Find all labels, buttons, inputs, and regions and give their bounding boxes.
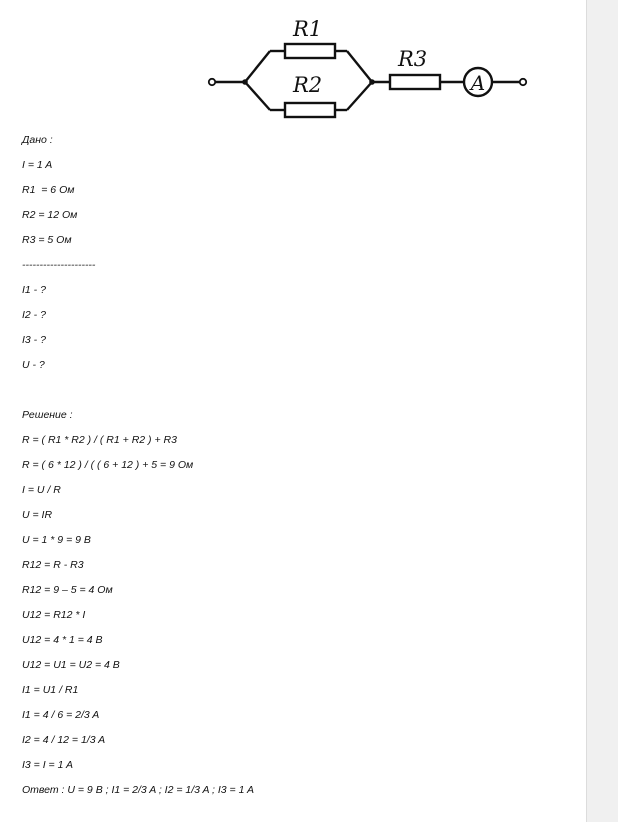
given-line: R1 = 6 Ом <box>22 184 75 196</box>
find-line: I1 - ? <box>22 284 46 296</box>
separator: --------------------- <box>22 259 96 271</box>
solution-line: R12 = R - R3 <box>22 559 84 571</box>
solution-line: U12 = 4 * 1 = 4 B <box>22 634 103 646</box>
left-terminal <box>209 79 215 85</box>
solution-line: I3 = I = 1 A <box>22 759 73 771</box>
find-line: I2 - ? <box>22 309 46 321</box>
find-line: U - ? <box>22 359 45 371</box>
solution-line: I = U / R <box>22 484 61 496</box>
given-heading: Дано : <box>22 134 53 146</box>
solution-line: U = 1 * 9 = 9 B <box>22 534 91 546</box>
solution-line: R = ( 6 * 12 ) / ( ( 6 + 12 ) + 5 = 9 Ом <box>22 459 194 471</box>
blank-line <box>22 383 254 408</box>
solution-line: R12 = 9 – 5 = 4 Ом <box>22 584 113 596</box>
resistor-r1 <box>285 44 335 58</box>
solution-line: I2 = 4 / 12 = 1/3 A <box>22 734 106 746</box>
solution-line: R = ( R1 * R2 ) / ( R1 + R2 ) + R3 <box>22 434 177 446</box>
solution-heading: Решение : <box>22 409 73 421</box>
given-line: R2 = 12 Ом <box>22 209 78 221</box>
page-margin-strip <box>586 0 618 822</box>
right-terminal <box>520 79 526 85</box>
answer-line: Ответ : U = 9 B ; I1 = 2/3 A ; I2 = 1/3 A ; I3 = 1 A <box>22 784 254 796</box>
solution-line: I1 = U1 / R1 <box>22 684 79 696</box>
circuit-diagram <box>200 8 535 123</box>
resistor-r3 <box>390 75 440 89</box>
solution-line: I1 = 4 / 6 = 2/3 A <box>22 709 100 721</box>
find-line: I3 - ? <box>22 334 46 346</box>
label-r1: R1 <box>293 17 323 41</box>
label-r2: R2 <box>293 73 323 97</box>
solution-line: U = IR <box>22 509 53 521</box>
resistor-r2 <box>285 103 335 117</box>
junction-left <box>242 79 248 85</box>
solution-line: U12 = R12 * I <box>22 609 86 621</box>
given-line: R3 = 5 Ом <box>22 234 72 246</box>
solution-line: U12 = U1 = U2 = 4 B <box>22 659 120 671</box>
label-r3: R3 <box>398 47 428 71</box>
solution-text <box>22 133 254 808</box>
given-line: I = 1 A <box>22 159 53 171</box>
label-ammeter: A <box>470 71 486 95</box>
junction-right <box>369 79 375 85</box>
